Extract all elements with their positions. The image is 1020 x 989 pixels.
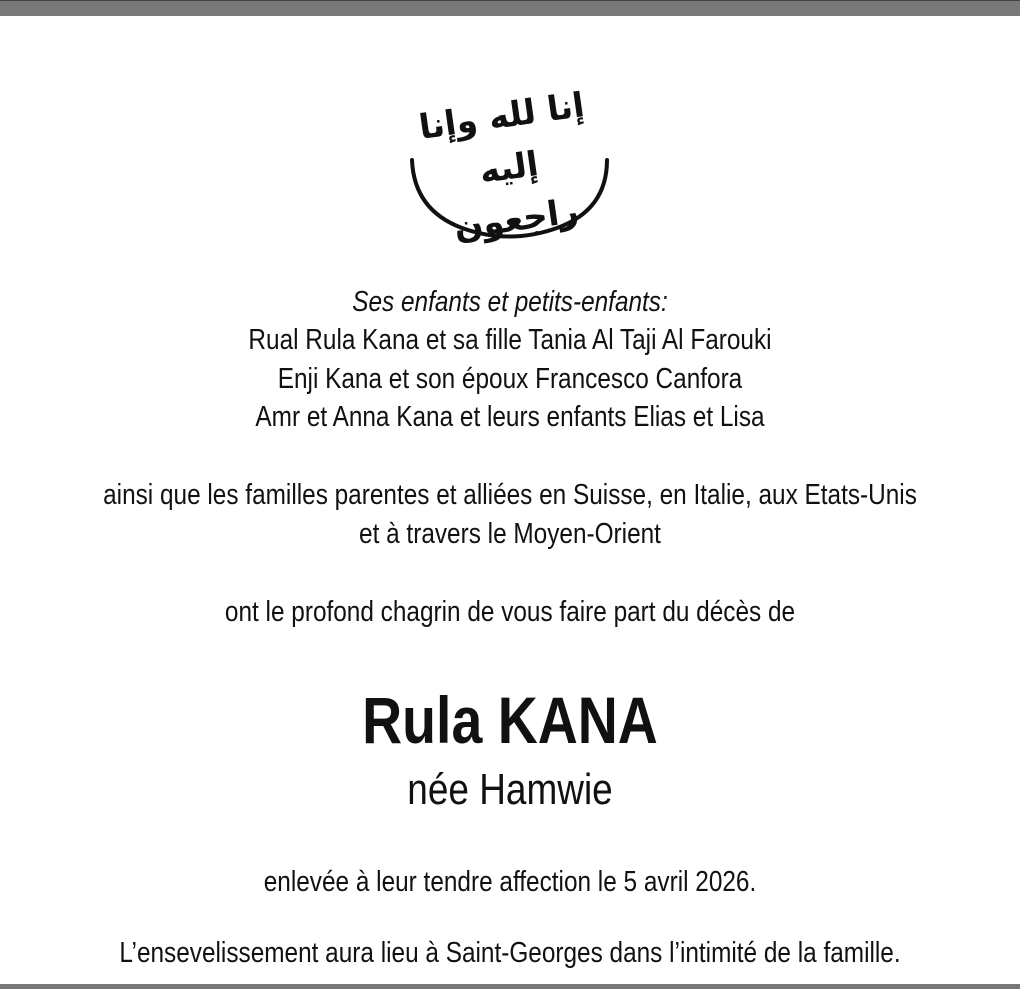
family-member: Amr et Anna Kana et leurs enfants Elias et Lisa bbox=[255, 401, 765, 433]
maiden-name: née Hamwie bbox=[407, 765, 613, 814]
bottom-border bbox=[0, 984, 1020, 989]
family-intro: Ses enfants et petits-enfants: bbox=[352, 286, 668, 318]
date-of-death: enlevée à leur tendre affection le 5 avril 2026. bbox=[263, 866, 757, 898]
burial-info: L’ensevelissement aura lieu à Saint-Georges dans l’intimité de la famille. bbox=[119, 937, 901, 969]
family-member: Rual Rula Kana et sa fille Tania Al Taji Al Farouki bbox=[248, 324, 772, 356]
arabic-calligraphy-emblem bbox=[402, 50, 616, 249]
deceased-name: Rula KANA bbox=[362, 683, 658, 757]
calligraphy-text: إنا لله وإنا إليه راجعون bbox=[416, 85, 587, 249]
family-member: Enji Kana et son époux Francesco Canfora bbox=[277, 363, 743, 395]
extended-family: et à travers le Moyen-Orient bbox=[359, 518, 661, 550]
announcement: ont le profond chagrin de vous faire part du décès de bbox=[224, 596, 796, 628]
extended-family: ainsi que les familles parentes et alliées en Suisse, en Italie, aux Etats-Unis bbox=[103, 479, 917, 511]
top-border bbox=[0, 0, 1020, 16]
